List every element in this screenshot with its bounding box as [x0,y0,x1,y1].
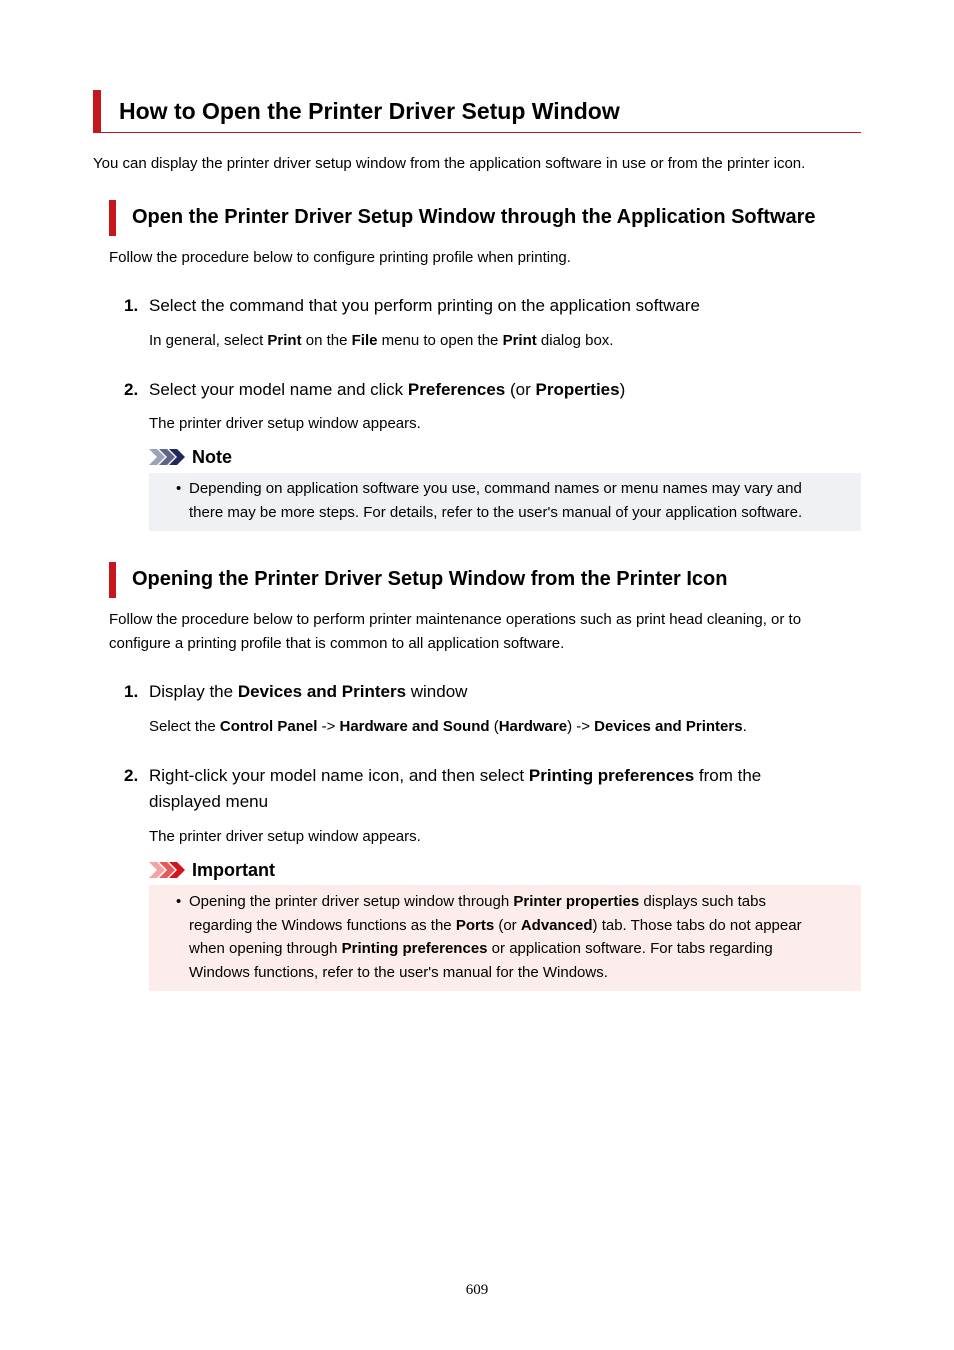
chevrons-right-icon [149,860,189,880]
chevrons-right-icon [149,447,189,467]
section-intro: Follow the procedure below to configure printing profile when printing. [109,249,571,266]
page-title-block [93,90,861,133]
section-heading-text: Opening the Printer Driver Setup Window from the Printer Icon [132,568,728,590]
section-intro: Follow the procedure below to perform printer maintenance operations such as print head cleaning, or to configure a printing profile that is common to all application software. [109,611,802,652]
step-number: 2. [124,380,139,399]
section-heading [109,562,854,598]
section-heading-text: Open the Printer Driver Setup Window through the Application Software [132,206,816,228]
step-number: 2. [124,766,139,785]
page-number: 609 [465,1282,489,1298]
section-heading [109,200,854,236]
step-detail: The printer driver setup window appears. [149,415,421,432]
step-detail: In general, select Print on the File menu to open the Print dialog box. [149,332,614,349]
note-label: Note [192,447,232,467]
step-detail: Select the Control Panel -> Hardware and Sound (Hardware) -> Devices and Printers. [149,718,747,735]
bullet: • [176,893,182,910]
important-text: Opening the printer driver setup window through Printer properties displays such tabs regarding the Windows functions as the Ports (or Advanced) tab. Those tabs do not appear when opening through Printing preferences or application software. For tabs regarding Windows functions, refer to the user's manual for the Windows. [189,893,802,981]
step-text: Right-click your model name icon, and then select Printing preferences from the displayed menu [149,766,762,811]
page-title: How to Open the Printer Driver Setup Window [119,98,620,124]
step-text: Select the command that you perform printing on the application software [149,296,700,315]
step-text: Display the Devices and Printers window [149,682,468,701]
important-label: Important [192,860,275,880]
bullet: • [176,480,182,497]
step-number: 1. [124,682,139,701]
step-detail: The printer driver setup window appears. [149,828,421,845]
note-text: Depending on application software you use, command names or menu names may vary and there may be more steps. For details, refer to the user's manual of your application software. [189,480,803,521]
page-intro: You can display the printer driver setup window from the application software in use or from the printer icon. [93,155,806,172]
step-number: 1. [124,296,139,315]
step-text: Select your model name and click Preferences (or Properties) [149,380,626,399]
